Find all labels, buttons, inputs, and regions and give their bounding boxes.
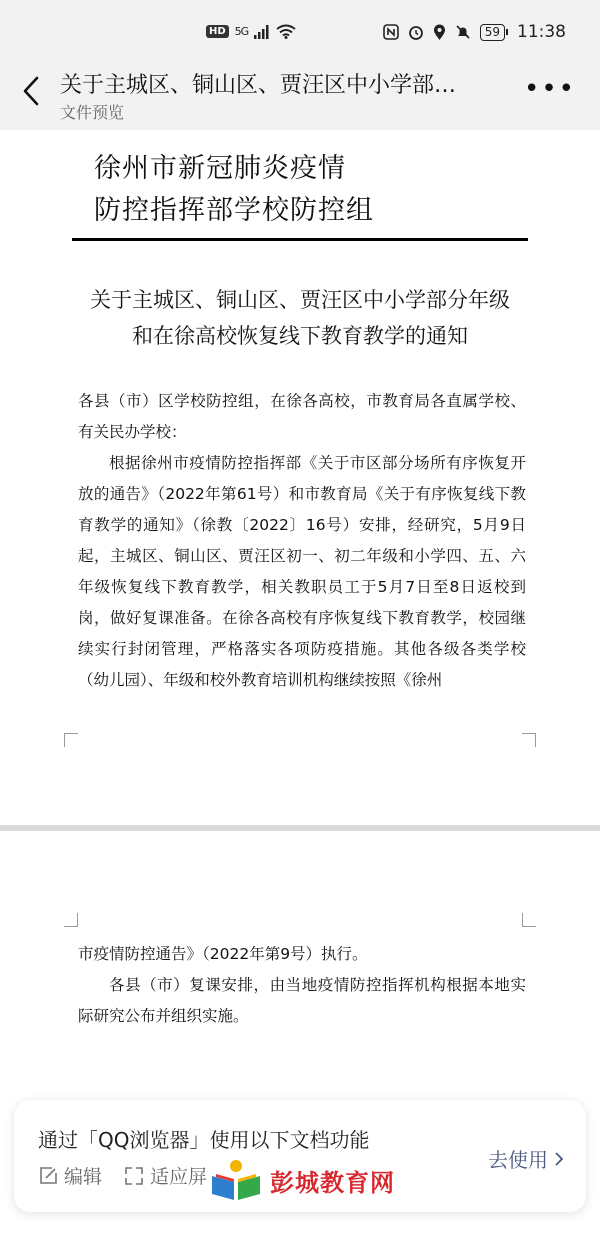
network-indicators — [206, 24, 296, 39]
hd-badge: HD — [206, 25, 229, 38]
document-heading — [40, 282, 560, 354]
header-divider — [72, 238, 528, 241]
fit-screen-button[interactable] — [124, 1162, 207, 1189]
nfc-icon — [383, 24, 399, 40]
system-indicators — [383, 22, 566, 42]
wifi-icon — [276, 24, 296, 39]
document-body-continued — [78, 939, 526, 1032]
expand-icon — [124, 1166, 144, 1186]
site-watermark — [208, 1158, 395, 1202]
fit-screen-label: 适应屏 — [150, 1166, 208, 1188]
mute-bell-icon — [455, 24, 471, 40]
battery-indicator: 59 — [480, 24, 505, 41]
clock: 11:38 — [517, 22, 566, 42]
issuing-organization — [94, 148, 374, 232]
banner-message: 通过「QQ浏览器」使用以下文档功能 — [38, 1128, 370, 1152]
page-corner-mark — [64, 913, 78, 927]
back-arrow-icon[interactable] — [18, 74, 44, 108]
watermark-text: 彭城教育网 — [270, 1168, 395, 1197]
alarm-icon — [408, 24, 424, 40]
page-corner-mark — [64, 733, 78, 747]
page-title: 关于主城区、铜山区、贾汪区中小学部… — [60, 73, 457, 98]
org-line-2: 防控指挥部学校防控组 — [94, 195, 374, 226]
paragraph-2: 各县（市）复课安排，由当地疫情防控指挥机构根据本地实际研究公布并组织实施。 — [78, 976, 526, 1025]
go-use-button[interactable] — [488, 1144, 564, 1173]
edit-label: 编辑 — [64, 1166, 103, 1188]
org-line-1: 徐州市新冠肺炎疫情 — [94, 153, 346, 184]
paragraph-1: 根据徐州市疫情防控指挥部《关于市区部分场所有序恢复开放的通告》（2022年第61号）和市教育局《关于有序恢复线下教育教学的通知》（徐教〔2022〕16号）安排，经研究，5月9日起，主城区、铜山区、贾汪区初一、初二年级和小学四、五、六年级恢复线下教育教学，相关教职员工于5月7日至8日返校到岗，做好复课准备。在徐各高校有序恢复线下教育教学，校园继续实行封闭管理，严格落实各项防疫措施。其他各级各类学校（幼儿园）、年级和校外教育培训机构继续按照《徐州 — [78, 454, 526, 689]
paragraph-1-continued: 市疫情防控通告》（2022年第9号）执行。 — [78, 945, 368, 963]
location-icon — [433, 24, 446, 40]
document-body — [78, 386, 526, 696]
heading-line-2: 和在徐高校恢复线下教育教学的通知 — [132, 324, 468, 348]
banner-actions — [38, 1162, 207, 1189]
page-subtitle: 文件预览 — [60, 103, 125, 122]
more-options-icon[interactable]: ••• — [523, 74, 576, 104]
edit-button[interactable] — [38, 1162, 102, 1189]
heading-line-1: 关于主城区、铜山区、贾汪区中小学部分年级 — [90, 288, 510, 312]
page-corner-mark — [522, 733, 536, 747]
book-logo-icon — [208, 1158, 264, 1202]
salutation: 各县（市）区学校防控组，在徐各高校，市教育局各直属学校、有关民办学校： — [78, 392, 526, 441]
page-corner-mark — [522, 913, 536, 927]
chevron-right-icon — [554, 1151, 564, 1167]
title-bar — [0, 58, 600, 130]
go-use-label: 去使用 — [488, 1148, 548, 1172]
document-page-1 — [0, 130, 600, 825]
edit-icon — [38, 1166, 58, 1186]
signal-icon — [254, 25, 270, 39]
network-type: 5G — [234, 25, 249, 38]
